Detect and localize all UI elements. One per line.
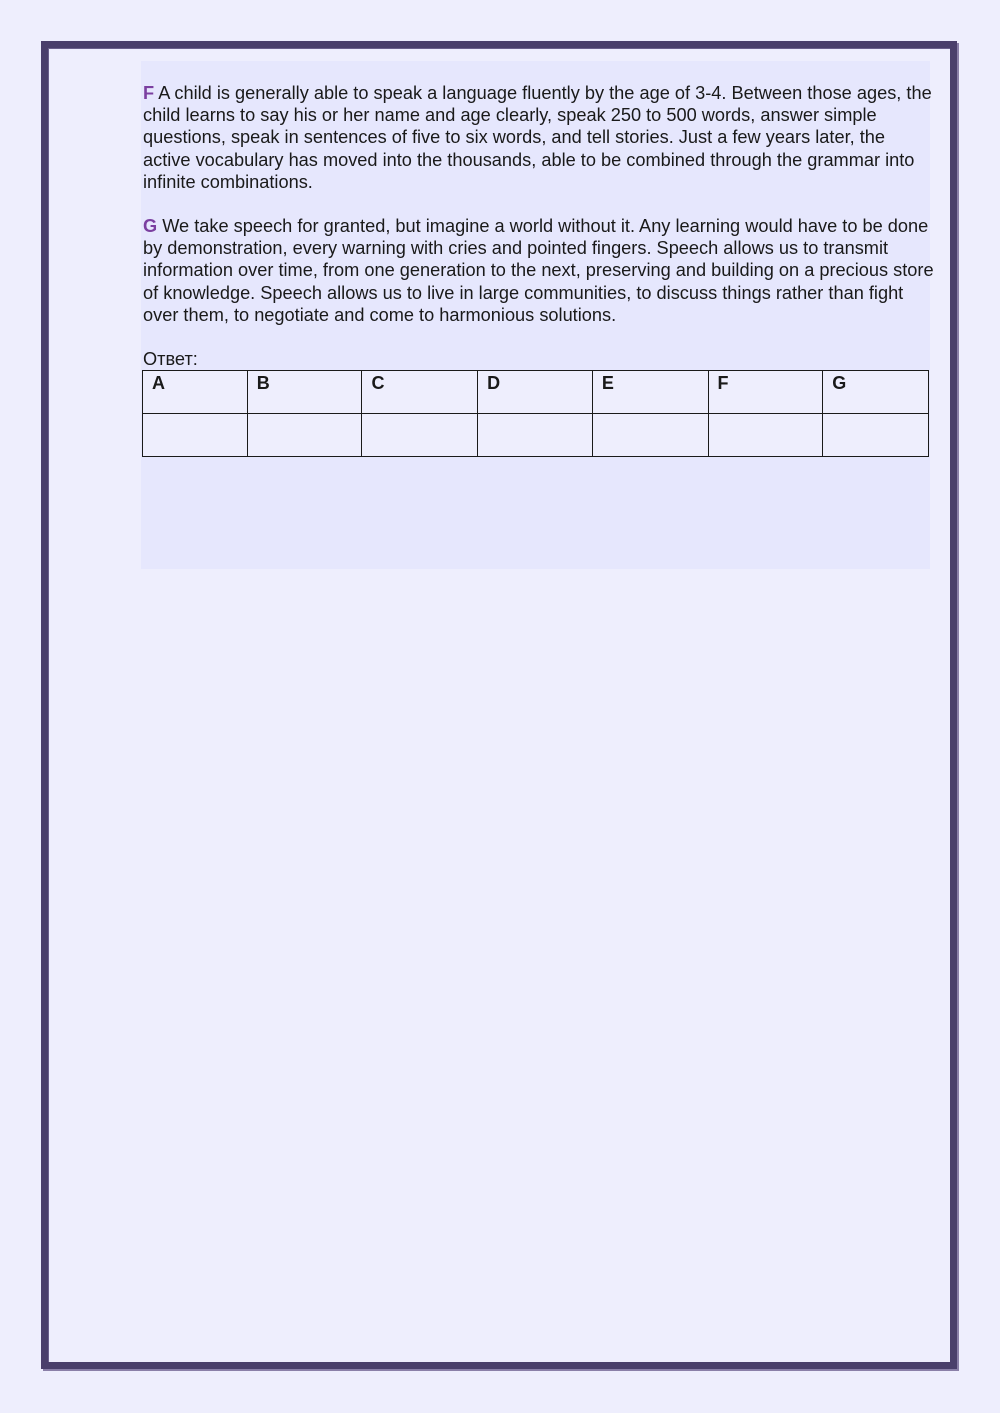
answer-cell-c[interactable]	[362, 414, 478, 457]
answer-cell-b[interactable]	[247, 414, 362, 457]
passage-f	[143, 82, 935, 193]
answer-header-d: D	[487, 373, 501, 393]
passage-g	[143, 215, 935, 326]
answer-header-a: A	[152, 373, 165, 393]
answer-table	[142, 370, 929, 457]
answer-header-cell	[823, 371, 929, 414]
answer-header-row	[143, 371, 929, 414]
answer-cell-a[interactable]	[143, 414, 248, 457]
passage-text-g: We take speech for granted, but imagine a world without it. Any learning would have to be done by demonstration, every warning with cries and pointed fingers. Speech allows us to transmit information over time, from one generation to the next, preserving and building on a precious store of knowledge. Speech allows us to live in large communities, to discuss things rather than fight over them, to negotiate and come to harmonious solutions.	[143, 216, 934, 325]
answer-cell-g[interactable]	[823, 414, 929, 457]
answer-cell-d[interactable]	[478, 414, 593, 457]
answer-header-cell	[478, 371, 593, 414]
passage-text-f: A child is generally able to speak a language fluently by the age of 3-4. Between those ages, the child learns to say his or her name and age clearly, speak 250 to 500 words, answer simple questions, speak in sentences of five to six words, and tell stories. Just a few years later, the active vocabulary has moved into the thousands, able to be combined through the grammar into infinite combinations.	[143, 83, 932, 192]
answer-header-c: C	[371, 373, 385, 393]
answer-cell-e[interactable]	[592, 414, 708, 457]
answer-cell-f[interactable]	[708, 414, 823, 457]
answer-header-e: E	[601, 373, 614, 393]
answer-input-row	[143, 414, 929, 457]
answer-header-b: B	[256, 373, 270, 393]
worksheet-content	[141, 61, 934, 569]
passage-letter-f: F	[143, 83, 155, 103]
answer-header-cell	[708, 371, 823, 414]
answer-header-cell	[247, 371, 362, 414]
answer-header-cell	[143, 371, 248, 414]
answer-header-f: F	[717, 373, 729, 393]
answer-header-g: G	[832, 373, 847, 393]
answer-header-cell	[592, 371, 708, 414]
answer-label: Ответ:	[143, 349, 198, 369]
passage-letter-g: G	[143, 216, 158, 236]
answer-header-cell	[362, 371, 478, 414]
